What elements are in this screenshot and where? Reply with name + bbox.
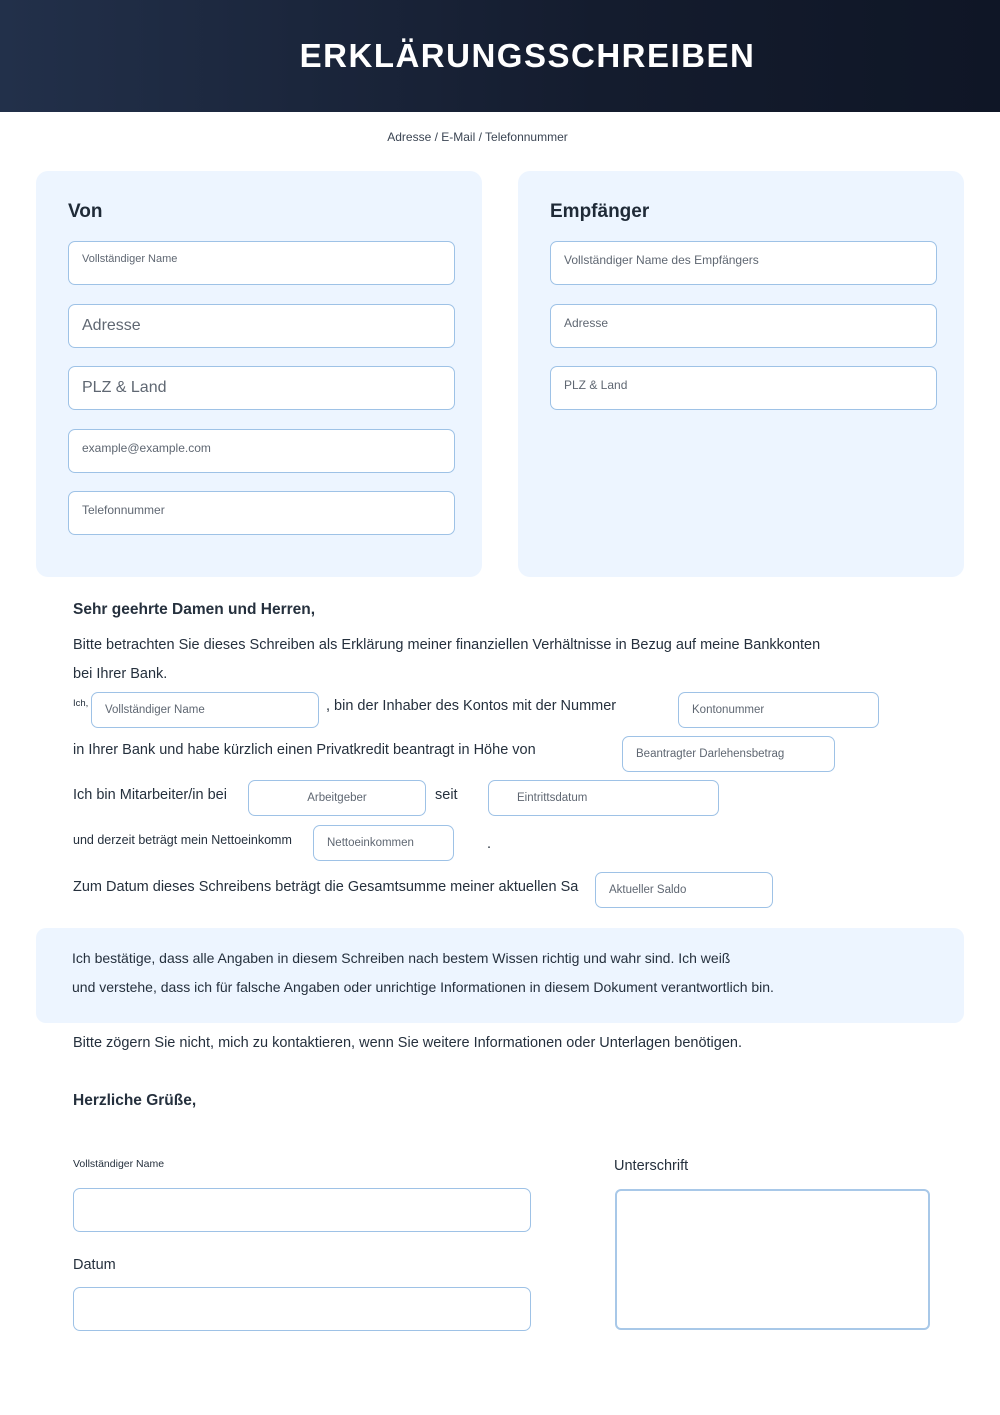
confirmation-line-2: und verstehe, dass ich für falsche Angaben oder unrichtige Informationen in diesem Dokument verantwortlich bin. <box>72 979 774 995</box>
signature-date-input[interactable] <box>73 1287 531 1331</box>
signature-pad[interactable] <box>615 1189 930 1330</box>
recipient-panel-title: Empfänger <box>550 201 650 222</box>
employer-input[interactable]: Arbeitgeber <box>248 780 426 816</box>
from-panel-title: Von <box>68 201 103 222</box>
balance-text: Zum Datum dieses Schreibens beträgt die Gesamtsumme meiner aktuellen Sa <box>73 879 579 895</box>
employee-text: Ich bin Mitarbeiter/in bei <box>73 787 227 803</box>
from-phone-input[interactable]: Telefonnummer <box>68 491 455 535</box>
confirmation-line-1: Ich bestätige, dass alle Angaben in diesem Schreiben nach bestem Wissen richtig und wahr sind. Ich weiß <box>72 950 731 966</box>
start-date-input[interactable]: Eintrittsdatum <box>488 780 719 816</box>
account-holder-name-input[interactable]: Vollständiger Name <box>91 692 319 728</box>
from-zip-country-input[interactable]: PLZ & Land <box>68 366 455 410</box>
salutation: Sehr geehrte Damen und Herren, <box>73 601 316 618</box>
from-address-input[interactable]: Adresse <box>68 304 455 348</box>
loan-text: in Ihrer Bank und habe kürzlich einen Privatkredit beantragt in Höhe von <box>73 742 536 758</box>
from-email-input[interactable]: example@example.com <box>68 429 455 473</box>
recipient-panel <box>518 171 964 577</box>
recipient-address-input[interactable]: Adresse <box>550 304 937 348</box>
current-balance-input[interactable]: Aktueller Saldo <box>595 872 773 908</box>
intro-line-1: Bitte betrachten Sie dieses Schreiben als Erklärung meiner finanziellen Verhältnisse in Bezug auf meine Bankkonten <box>73 637 821 653</box>
recipient-name-input[interactable]: Vollständiger Name des Empfängers <box>550 241 937 285</box>
signature-date-label: Datum <box>73 1257 116 1273</box>
loan-amount-input[interactable]: Beantragter Darlehensbetrag <box>622 736 835 772</box>
income-text: und derzeit beträgt mein Nettoeinkomm <box>73 833 292 847</box>
signature-label: Unterschrift <box>614 1158 689 1174</box>
intro-line-2: bei Ihrer Bank. <box>73 666 168 682</box>
confirmation-box <box>36 928 964 1023</box>
account-owner-text: , bin der Inhaber des Kontos mit der Nummer <box>326 698 617 714</box>
contact-line: Adresse / E-Mail / Telefonnummer <box>387 130 568 144</box>
from-name-input[interactable]: Vollständiger Name <box>68 241 455 285</box>
regards: Herzliche Grüße, <box>73 1092 197 1109</box>
signature-name-input[interactable] <box>73 1188 531 1232</box>
from-panel <box>36 171 482 577</box>
net-income-input[interactable]: Nettoeinkommen <box>313 825 454 861</box>
signature-name-label: Vollständiger Name <box>73 1158 165 1170</box>
since-text: seit <box>435 787 458 803</box>
header-banner <box>0 0 1000 112</box>
account-number-input[interactable]: Kontonummer <box>678 692 879 728</box>
contact-note: Bitte zögern Sie nicht, mich zu kontaktieren, wenn Sie weitere Informationen oder Unterlagen benötigen. <box>73 1035 742 1051</box>
ich-prefix: Ich, <box>73 698 89 709</box>
page-title: ERKLÄRUNGSSCHREIBEN <box>299 37 756 74</box>
income-period: . <box>487 836 492 852</box>
recipient-zip-country-input[interactable]: PLZ & Land <box>550 366 937 410</box>
